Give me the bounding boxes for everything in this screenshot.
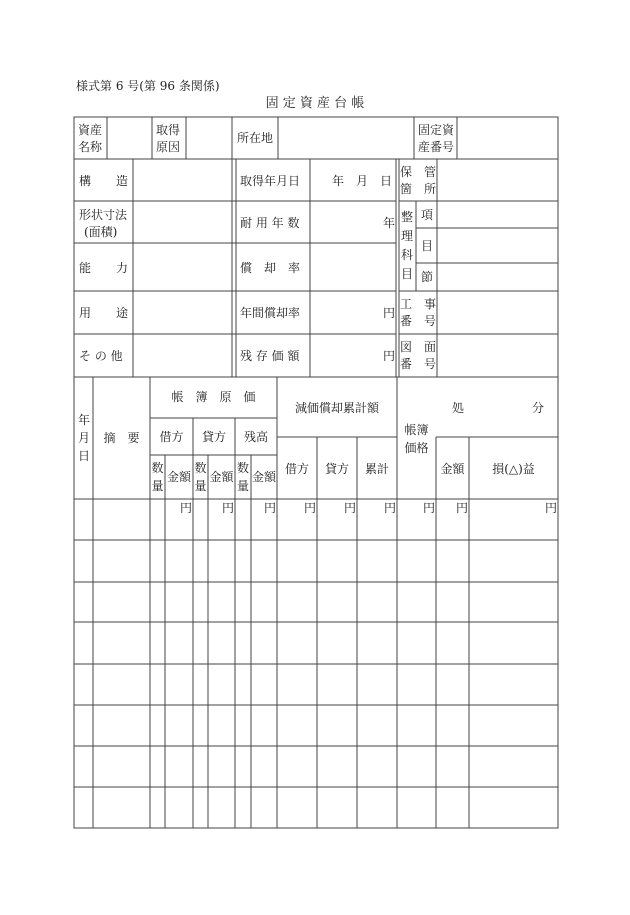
yen-unit-book-value: 円: [422, 501, 435, 515]
debit-qty-header-2: 量: [151, 479, 164, 493]
balance-amount-header: 金額: [251, 470, 276, 484]
yen-unit-balance: 円: [263, 501, 276, 515]
disposal-header-b: 分: [532, 401, 545, 415]
other-label: そ の 他: [79, 349, 123, 363]
classification-label-4: 目: [401, 267, 414, 281]
asset-no-label-2: 産番号: [418, 140, 455, 154]
yen-unit-accum-credit: 円: [343, 501, 356, 515]
accum-credit-header: 貸方: [324, 462, 349, 476]
summary-header: 摘 要: [103, 431, 140, 445]
book-value-header-2: 価格: [404, 441, 429, 455]
form-title: 固 定 資 産 台 帳: [265, 96, 365, 111]
asset-name-label-2: 名称: [78, 140, 103, 154]
gain-loss-header: 損(△)益: [492, 462, 535, 476]
form-number: 様式第 6 号(第 96 条関係): [76, 79, 220, 93]
section-label: 節: [421, 270, 434, 284]
work-no-label-1: 工 事: [400, 297, 437, 311]
acq-date-label: 取得年月日: [240, 174, 301, 188]
drawing-no-label-1: 図 面: [400, 340, 437, 354]
work-no-label-2: 番 号: [400, 314, 437, 328]
balance-qty-header-1: 数: [236, 461, 249, 475]
item-label: 項: [421, 208, 434, 222]
asset-name-label-1: 資産: [78, 123, 103, 137]
acq-reason-label-2: 原因: [156, 140, 181, 154]
yen-unit-disposal: 円: [455, 501, 468, 515]
disposal-header-a: 処: [452, 401, 465, 415]
debit-amount-header: 金額: [166, 470, 191, 484]
accum-debit-header: 借方: [284, 462, 309, 476]
asset-no-label-1: 固定資: [418, 123, 455, 137]
disposal-amount-header: 金額: [440, 462, 465, 476]
custody-label-1: 保 管: [400, 165, 437, 179]
use-label-a: 用: [79, 306, 92, 320]
custody-label-2: 箇 所: [400, 182, 437, 196]
book-debit-header: 借方: [159, 430, 184, 444]
date-header-1: 年: [78, 413, 91, 427]
yen-unit-gain-loss: 円: [544, 501, 557, 515]
useful-life-label: 耐 用 年 数: [240, 216, 300, 230]
classification-label-1: 整: [401, 210, 414, 224]
location-label: 所在地: [237, 131, 274, 145]
depreciation-rate-label: 償 却 率: [240, 261, 301, 275]
structure-label-a: 構: [79, 174, 92, 188]
book-balance-header: 残高: [243, 430, 268, 444]
residual-value-unit: 円: [382, 349, 395, 363]
subitem-label: 目: [421, 239, 434, 253]
credit-qty-header-1: 数: [194, 461, 207, 475]
book-cost-header: 帳 簿 原 価: [171, 390, 256, 404]
accum-depr-header: 減価償却累計額: [294, 401, 379, 415]
acq-reason-label-1: 取得: [156, 123, 181, 137]
drawing-no-label-2: 番 号: [400, 357, 437, 371]
shape-label-1: 形状寸法: [79, 208, 128, 222]
use-label-b: 途: [116, 306, 129, 320]
annual-depreciation-unit: 円: [382, 306, 395, 320]
shape-label-2: (面積): [84, 225, 118, 239]
book-credit-header: 貸方: [201, 430, 226, 444]
credit-qty-header-2: 量: [194, 479, 207, 493]
useful-life-unit: 年: [382, 216, 395, 230]
yen-unit-credit: 円: [221, 501, 234, 515]
balance-qty-header-2: 量: [236, 479, 249, 493]
date-header-3: 日: [78, 449, 91, 463]
annual-depreciation-label: 年間償却率: [240, 306, 301, 320]
classification-label-2: 理: [401, 229, 414, 243]
credit-amount-header: 金額: [209, 470, 234, 484]
book-value-header-1: 帳簿: [404, 423, 429, 437]
residual-value-label: 残 存 価 額: [240, 349, 300, 363]
accum-total-header: 累計: [364, 462, 389, 476]
yen-unit-debit: 円: [179, 501, 192, 515]
structure-label-b: 造: [116, 174, 129, 188]
capacity-label-a: 能: [79, 261, 92, 275]
yen-unit-accum-debit: 円: [303, 501, 316, 515]
yen-unit-accum-total: 円: [383, 501, 396, 515]
acq-date-unit: 年 月 日: [331, 174, 392, 188]
classification-label-3: 科: [401, 248, 414, 262]
date-header-2: 月: [78, 431, 91, 445]
capacity-label-b: 力: [116, 261, 129, 275]
debit-qty-header-1: 数: [151, 461, 164, 475]
